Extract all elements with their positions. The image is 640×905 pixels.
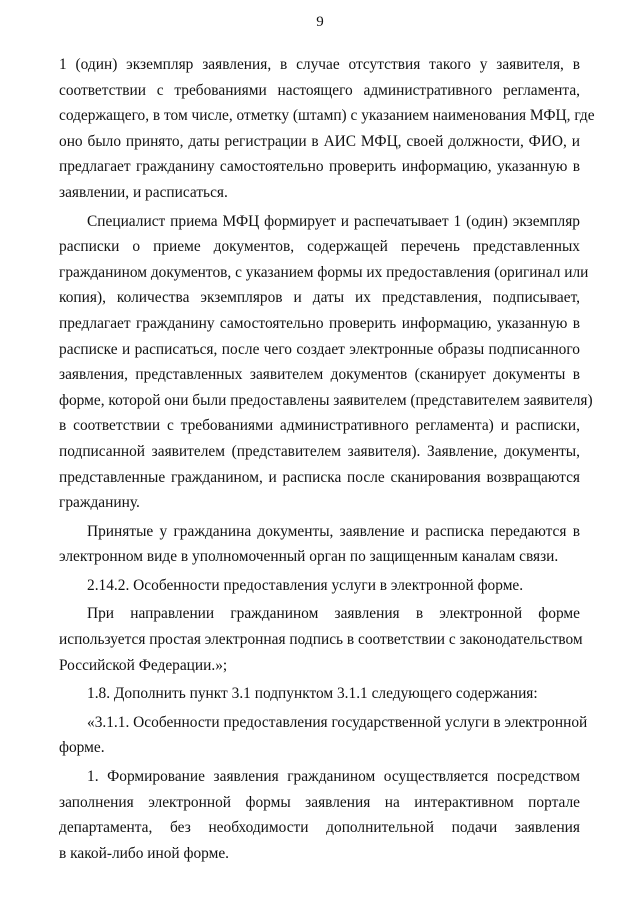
text-line: в соответствии с требованиями административного регламента) и расписки,	[59, 417, 580, 435]
text-line: гражданином документов, с указанием формы их предоставления (оригинал или	[59, 263, 589, 281]
page-number: 9	[316, 14, 324, 30]
text-line: Специалист приема МФЦ формирует и распечатывает 1 (один) экземпляр	[87, 212, 580, 230]
paragraph-section-3-1-1	[59, 710, 588, 761]
text-line: предлагает гражданину самостоятельно проверить информацию, указанную в	[59, 158, 580, 176]
text-line: заявлении, и расписаться.	[59, 183, 228, 201]
text-line: «3.1.1. Особенности предоставления государственной услуги в электронной	[87, 713, 588, 731]
paragraph-continuation	[59, 52, 595, 206]
text-line: форме, которой они были предоставлены заявителем (представителем заявителя)	[59, 391, 593, 409]
text-line: 1 (один) экземпляр заявления, в случае отсутствия такого у заявителя, в	[59, 56, 580, 73]
text-line: электронном виде в уполномоченный орган по защищенным каналам связи.	[59, 548, 559, 566]
paragraph-item-1-forming	[59, 764, 580, 866]
text-line: соответствии с требованиями настоящего административного регламента,	[59, 81, 580, 99]
document-body	[59, 52, 595, 866]
text-line: копия), количества экземпляров и даты их представления, подписывает,	[59, 289, 580, 307]
text-line: гражданину.	[59, 494, 140, 512]
text-line: содержащего, в том числе, отметку (штамп) с указанием наименования МФЦ, где	[59, 107, 595, 125]
text-line: департамента, без необходимости дополнительной подачи заявления	[59, 819, 580, 837]
text-line: предлагает гражданину самостоятельно проверить информацию, указанную в	[59, 314, 580, 332]
text-line: Российской Федерации.»;	[59, 656, 228, 674]
text-line: 1.8. Дополнить пункт 3.1 подпунктом 3.1.1 следующего содержания:	[87, 685, 538, 703]
text-line: форме.	[59, 739, 105, 757]
text-line: подписанной заявителем (представителем заявителя). Заявление, документы,	[59, 442, 580, 460]
paragraph-item-1-8	[59, 681, 580, 707]
paragraph-transfer	[59, 519, 580, 570]
text-line: При направлении гражданином заявления в электронной форме	[87, 605, 580, 623]
text-line: Принятые у гражданина документы, заявление и расписка передаются в	[87, 522, 580, 540]
paragraph-section-2-14-2	[59, 573, 580, 599]
text-line: в какой-либо иной форме.	[59, 844, 230, 862]
text-line: используется простая электронная подпись в соответствии с законодательством	[59, 631, 583, 649]
text-line: представленные гражданином, и расписка после сканирования возвращаются	[59, 468, 580, 486]
text-line: заполнения электронной формы заявления на интерактивном портале	[59, 793, 580, 811]
text-line: 1. Формирование заявления гражданином осуществляется посредством	[87, 768, 580, 786]
text-line: 2.14.2. Особенности предоставления услуги в электронной форме.	[87, 576, 524, 594]
text-line: расписке и расписаться, после чего создает электронные образы подписанного	[59, 340, 580, 358]
text-line: заявления, представленных заявителем документов (сканирует документы в	[59, 366, 580, 384]
paragraph-mfc-receipt	[59, 209, 593, 516]
text-line: оно было принято, даты регистрации в АИС МФЦ, своей должности, ФИО, и	[59, 132, 580, 150]
text-line: расписки о приеме документов, содержащей перечень представленных	[59, 238, 580, 256]
paragraph-electronic-signature	[59, 601, 583, 678]
